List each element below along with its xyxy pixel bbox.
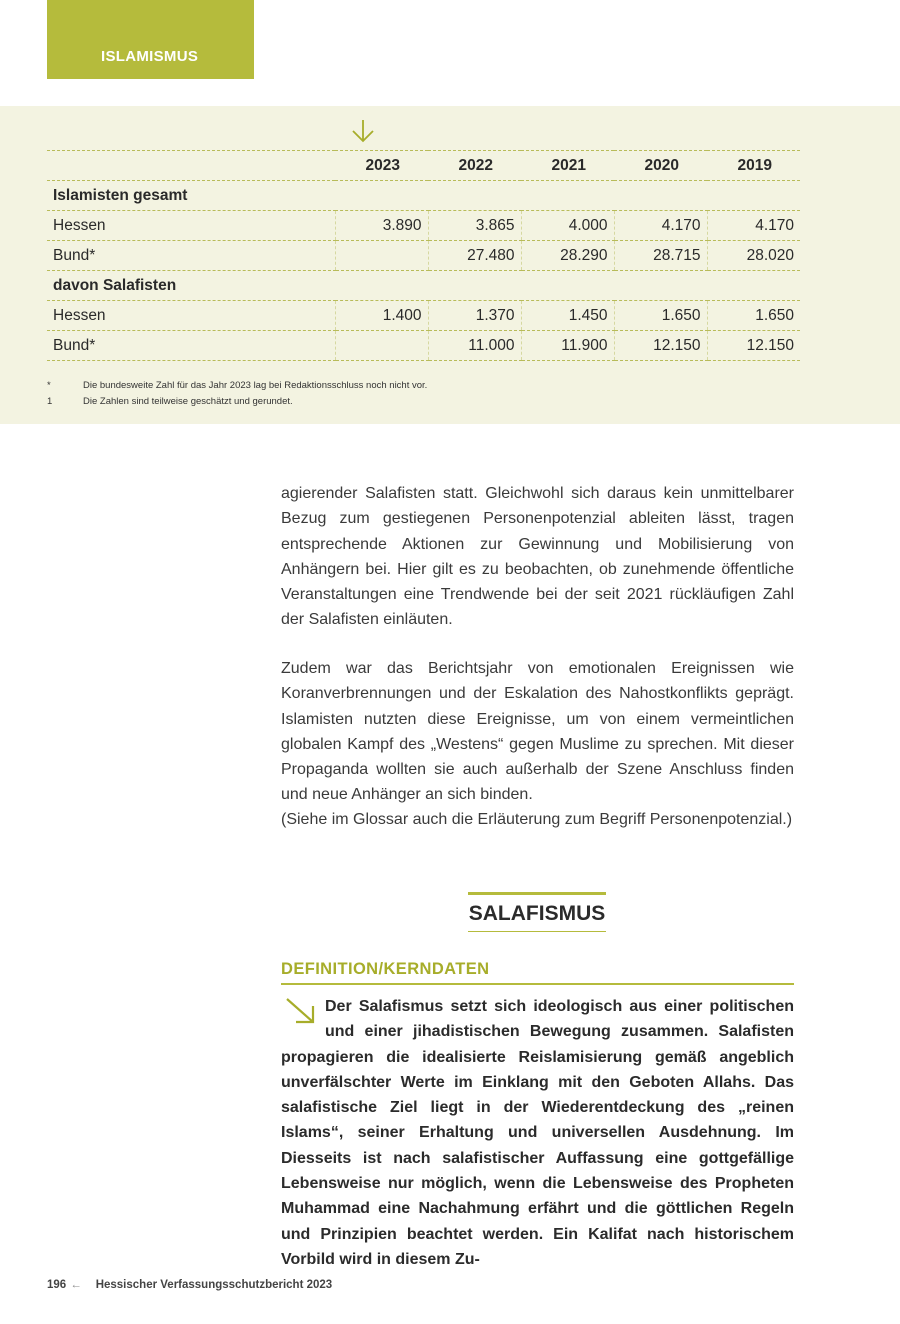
cell-value: 4.170 xyxy=(707,211,800,241)
year-header: 2023 xyxy=(335,151,428,181)
section-tab-label: ISLAMISMUS xyxy=(101,48,199,65)
back-arrow-icon[interactable]: ← xyxy=(70,1279,82,1291)
table-row xyxy=(47,211,800,241)
year-header: 2019 xyxy=(707,151,800,181)
footnote-mark: 1 xyxy=(47,396,53,407)
cell-value: 4.000 xyxy=(521,211,614,241)
footnote xyxy=(47,394,427,410)
body-paragraph: Zudem war das Berichtsjahr von emotionalen Ereignissen wie Koranverbrennungen und der Eskalation des Nahostkonflikts geprägt. Islamisten nutzten diese Ereignisse, um von einem vermeintlichen globalen Kampf des „Westens“ gegen Muslime zu sprechen. Mit dieser Propaganda wollten sie auch außerhalb der Szene Anschluss finden und neue Anhänger an sich binden. xyxy=(281,660,794,804)
cell-value: 28.715 xyxy=(614,241,707,271)
year-header: 2021 xyxy=(521,151,614,181)
cell-value: 12.150 xyxy=(707,331,800,361)
definition-heading xyxy=(281,960,794,985)
table-row xyxy=(47,301,800,331)
cell-value: 3.890 xyxy=(335,211,428,241)
cell-value: 3.865 xyxy=(428,211,521,241)
arrow-down-icon xyxy=(350,118,376,144)
cell-value: 12.150 xyxy=(614,331,707,361)
page-number: 196 xyxy=(47,1279,67,1291)
table-row xyxy=(47,331,800,361)
arrow-spacer xyxy=(281,994,325,1042)
row-label: Bund* xyxy=(47,241,335,271)
footnote xyxy=(47,378,427,394)
definition-text-block xyxy=(281,994,794,1272)
footnote-mark: * xyxy=(47,380,51,391)
definition-heading-text: DEFINITION/KERNDATEN xyxy=(281,960,490,978)
year-header: 2022 xyxy=(428,151,521,181)
footnote-text: Die Zahlen sind teilweise geschätzt und gerundet. xyxy=(83,396,293,407)
statistics-table xyxy=(47,150,800,361)
definition-text: Der Salafismus setzt sich ideologisch aus einer politischen und einer jihadistischen Bewegung zusammen. Salafisten propagieren die idealisierte Reislamisierung gemäß angeblich unverfälschter Werte im Einklang mit den Geboten Allahs. Das salafistische Ziel liegt in der Wiederentdeckung des „reinen Islams“, seiner Erhaltung und universellen Ausdehnung. Im Diesseits ist nach salafistischer Auffassung eine gottgefällige Lebensweise nur möglich, wenn die Lebensweise des Propheten Muhammad eine Nachahmung erfährt und die göttlichen Regeln und Prinzipien beachtet werden. Ein Kalifat nach historischem Vorbild wird in diesem Zu- xyxy=(281,998,794,1268)
table-row xyxy=(47,241,800,271)
cell-value: 27.480 xyxy=(428,241,521,271)
page-footer xyxy=(47,1279,332,1291)
cell-value xyxy=(335,241,428,271)
cell-value: 1.370 xyxy=(428,301,521,331)
year-header: 2020 xyxy=(614,151,707,181)
cell-value: 4.170 xyxy=(614,211,707,241)
cell-value: 11.000 xyxy=(428,331,521,361)
cell-value: 28.020 xyxy=(707,241,800,271)
cell-value: 1.650 xyxy=(614,301,707,331)
row-label: Bund* xyxy=(47,331,335,361)
table-group-row xyxy=(47,271,800,301)
cell-value: 11.900 xyxy=(521,331,614,361)
cell-value: 1.450 xyxy=(521,301,614,331)
table-footnotes xyxy=(47,378,427,410)
table-group-row xyxy=(47,181,800,211)
cell-value: 28.290 xyxy=(521,241,614,271)
section-heading-text: SALAFISMUS xyxy=(468,902,606,925)
glossary-reference: (Siehe im Glossar auch die Erläuterung zum Begriff Personenpotenzial.) xyxy=(281,811,793,828)
table-header-row xyxy=(47,151,800,181)
body-paragraph: agierender Salafisten statt. Gleichwohl sich daraus kein unmittelbarer Bezug zum gestiegenen Personenpotenzial ableiten lässt, tragen entsprechende Aktionen zur Gewinnung und Mobilisierung von Anhängern bei. Hier gilt es zu beobachten, ob zunehmende öffentliche Veranstaltungen eine Trendwende bei der seit 2021 rückläufigen Zahl der Salafisten einläuten. xyxy=(281,485,794,629)
cell-value: 1.400 xyxy=(335,301,428,331)
row-label: Hessen xyxy=(47,301,335,331)
publication-title: Hessischer Verfassungsschutzbericht 2023 xyxy=(95,1279,333,1291)
section-tab xyxy=(47,0,254,79)
group-title: davon Salafisten xyxy=(47,271,800,301)
row-label: Hessen xyxy=(47,211,335,241)
cell-value xyxy=(335,331,428,361)
cell-value: 1.650 xyxy=(707,301,800,331)
section-heading xyxy=(468,892,606,932)
table-header-empty xyxy=(47,151,335,181)
group-title: Islamisten gesamt xyxy=(47,181,800,211)
footnote-text: Die bundesweite Zahl für das Jahr 2023 lag bei Redaktionsschluss noch nicht vor. xyxy=(83,380,428,391)
